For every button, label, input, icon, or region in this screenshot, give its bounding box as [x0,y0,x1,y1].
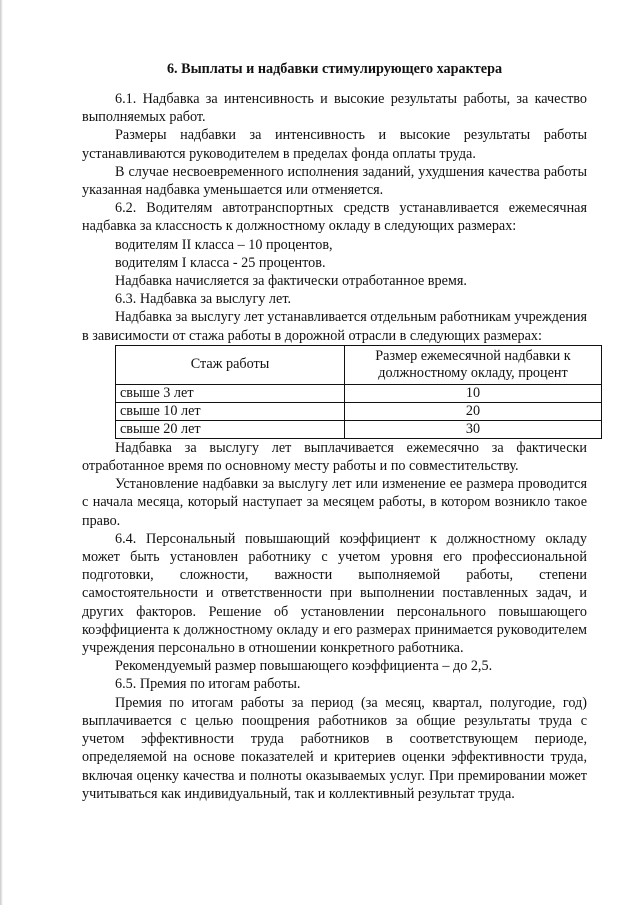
paragraph: 6.2. Водителям автотранспортных средств устанавливается ежемесячная надбавка за классность к должностному окладу в следующих размерах: [82,200,587,235]
paragraph: 6.4. Персональный повышающий коэффициент к должностному окладу может быть установлен работнику с учетом уровня его профессиональной подготовки, сложности, важности выполняемой работы, степени самостоятельности и ответственности при выполнении поставленных задач, и других факторов. Решение об установлении персонального повышающего коэффициента к должностному окладу и его размерах принимается руководителем учреждения персонально в отношении конкретного работника. [82,530,587,657]
paragraph: 6.5. Премия по итогам работы. [115,676,301,693]
table-cell-experience: свыше 20 лет [116,420,345,438]
table-cell-percent: 10 [345,384,602,402]
table-row [116,384,602,402]
paragraph: Размеры надбавки за интенсивность и высокие результаты работы устанавливаются руководителем в пределах фонда оплаты труда. [82,127,587,162]
table-header-experience: Стаж работы [116,345,345,384]
paragraph: 6.1. Надбавка за интенсивность и высокие результаты работы, за качество выполняемых работ. [82,91,587,126]
list-item: водителям II класса – 10 процентов, [115,236,333,253]
document-page [82,60,587,803]
list-item: водителям I класса - 25 процентов. [115,254,326,271]
seniority-table [115,345,602,439]
page-edge-shadow [0,0,3,905]
paragraph: Надбавка за выслугу лет устанавливается отдельным работникам учреждения в зависимости от стажа работы в дорожной отрасли в следующих размерах: [82,309,587,344]
table-cell-experience: свыше 3 лет [116,384,345,402]
table-cell-percent: 20 [345,402,602,420]
paragraph: В случае несвоевременного исполнения заданий, ухудшения качества работы указанная надбавка уменьшается или отменяется. [82,163,587,199]
table-row [116,420,602,438]
paragraph: Надбавка за выслугу лет выплачивается ежемесячно за фактически отработанное время по основному месту работы и по совместительству. [82,439,587,475]
paragraph: 6.3. Надбавка за выслугу лет. [115,291,291,308]
paragraph: Надбавка начисляется за фактически отработанное время. [115,273,467,290]
table-cell-experience: свыше 10 лет [116,402,345,420]
table-header-row [116,345,602,384]
paragraph: Установление надбавки за выслугу лет или изменение ее размера проводится с начала месяца, который наступает за месяцем работы, в котором возникло такое право. [82,476,587,529]
paragraph: Рекомендуемый размер повышающего коэффициента – до 2,5. [115,658,493,675]
paragraph: Премия по итогам работы за период (за месяц, квартал, полугодие, год) выплачивается с целью поощрения работников за общие результаты труда с учетом эффективности труда работников в соответствующем периоде, определяемой на основе показателей и критериев оценки эффективности труда, включая оценку качества и полноты оказываемых услуг. При премировании может учитываться как индивидуальный, так и коллективный результат труда. [82,694,587,802]
table-header-allowance: Размер ежемесячной надбавки к должностному окладу, процент [345,345,602,384]
table-row [116,402,602,420]
section-title: 6. Выплаты и надбавки стимулирующего характера [166,61,503,77]
table-cell-percent: 30 [345,420,602,438]
